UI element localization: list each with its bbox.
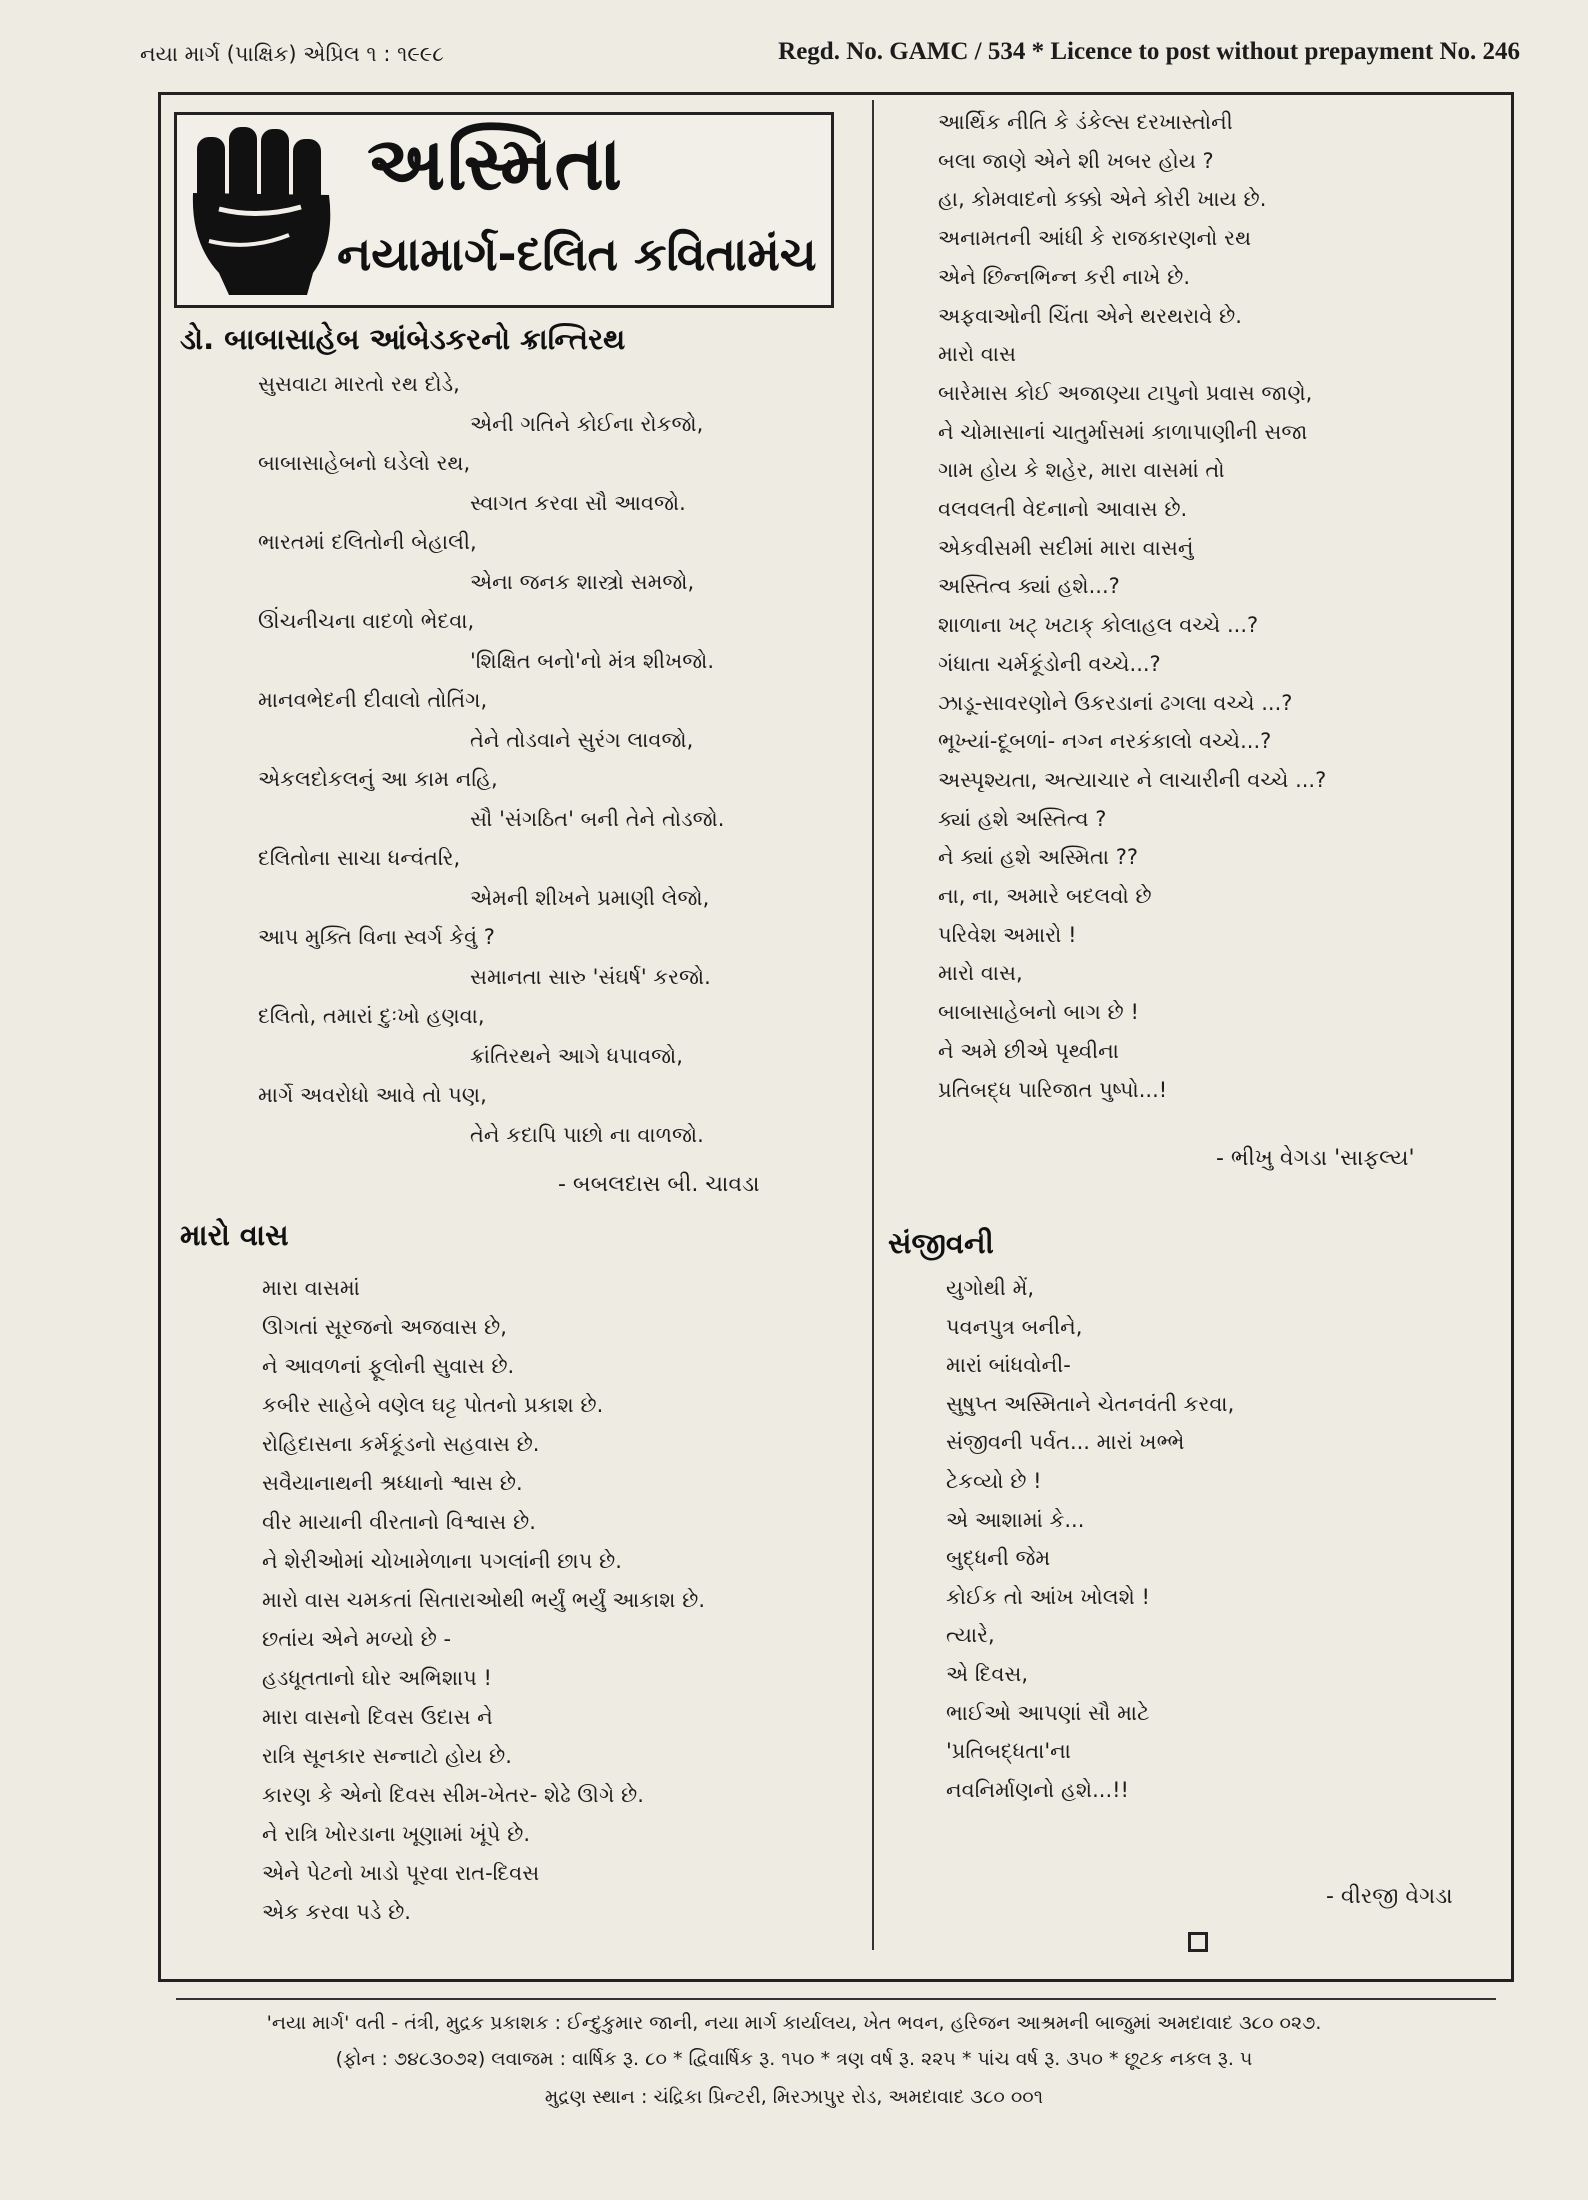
footer-publisher: 'નયા માર્ગ' વતી - તંત્રી, મુદ્રક પ્રકાશક : ઈન્દુકુમાર જાની, નયા માર્ગ કાર્યાલય, ખેત ભવન, હરિજન આશ્રમની બાજુમાં અમદાવાદ ૩૮૦ ૦૨૭. (266, 2012, 1322, 2034)
poem-line: બુદ્ધની જેમ (946, 1546, 1051, 1571)
poem-line: તેને કદાપિ પાછો ના વાળજો. (470, 1122, 704, 1147)
page-header (140, 38, 1520, 78)
poem-line: હા, કોમવાદનો કક્કો એને કોરી ખાય છે. (938, 187, 1267, 212)
poem-line: સુષુપ્ત અસ્મિતાને ચેતનવંતી કરવા, (946, 1391, 1235, 1416)
poem-line: સંજીવની પર્વત... મારાં ખભ્ભે (946, 1430, 1185, 1455)
poem-line: આપ મુક્તિ વિના સ્વર્ગ કેવું ? (258, 925, 495, 949)
logo-banner (174, 112, 834, 308)
poem-line: અસ્પૃશ્યતા, અત્યાચાર ને લાચારીની વચ્ચે ...? (938, 767, 1327, 792)
poem-line: અસ્તિત્વ ક્યાં હશે...? (938, 574, 1120, 599)
poem-line: એને પેટનો ખાડો પૂરવા રાત-દિવસ (262, 1861, 540, 1885)
poem-line: એક કરવા પડે છે. (262, 1900, 411, 1924)
poem-line: પરિવેશ અમારો ! (938, 922, 1077, 947)
poem-line: છતાંય એને મળ્યો છે - (262, 1627, 452, 1651)
column-divider (872, 100, 874, 1950)
poem-line: અનામતની આંધી કે રાજકારણનો રથ (938, 226, 1252, 251)
raised-fist-icon (189, 123, 339, 299)
poem-line: સૌ 'સંગઠિત' બની તેને તોડજો. (470, 806, 725, 831)
poem-line: મારા વાસનો દિવસ ઉદાસ ને (262, 1705, 493, 1729)
logo-subtitle: નયામાર્ગ-દલિત કવિતામંચ (337, 227, 817, 281)
poem-line: હડધૂતતાનો ઘોર અભિશાપ ! (262, 1666, 492, 1690)
poem-line: બાબાસાહેબનો બાગ છે ! (938, 1000, 1139, 1025)
poem-line: એમની શીખને પ્રમાણી લેજો, (470, 885, 710, 910)
poem-line: બારેમાસ કોઈ અજાણ્યા ટાપુનો પ્રવાસ જાણે, (938, 380, 1313, 405)
poem-line: ત્યારે, (946, 1623, 995, 1648)
poem-line: ગંધાતા ચર્મકૂંડોની વચ્ચે...? (938, 651, 1161, 676)
poem-line: ને ક્યાં હશે અસ્મિતા ?? (938, 845, 1139, 870)
poem-line: ક્રાંતિરથને આગે ધપાવજો, (470, 1043, 683, 1068)
poem-line: ટેકવ્યો છે ! (946, 1469, 1042, 1493)
poem-line: ને શેરીઓમાં ચોખામેળાના પગલાંની છાપ છે. (262, 1549, 622, 1573)
poem-line: 'શિક્ષિત બનો'નો મંત્ર શીખજો. (470, 648, 715, 673)
poem-line: આર્થિક નીતિ કે ડંકેલ્સ દરખાસ્તોની (938, 110, 1233, 134)
poem1-author: - બબલદાસ બી. ચાવડા (558, 1172, 760, 1197)
poem-line: ને ચોમાસાનાં ચાતુર્માસમાં કાળાપાણીની સજા (938, 419, 1308, 444)
poem-line: કબીર સાહેબે વણેલ ઘટ્ટ પોતનો પ્રકાશ છે. (262, 1393, 604, 1417)
poem-line: ભાઈઓ આપણાં સૌ માટે (946, 1700, 1150, 1725)
footer-printer: મુદ્રણ સ્થાન : ચંદ્રિકા પ્રિન્ટરી, મિરઝાપુર રોડ, અમદાવાદ ૩૮૦ ૦૦૧ (544, 2086, 1044, 2108)
poem-line: માનવભેદની દીવાલો તોતિંગ, (258, 688, 488, 712)
poem-line: માર્ગે અવરોધો આવે તો પણ, (258, 1083, 487, 1107)
poem-line: એ આશામાં કે... (946, 1507, 1085, 1532)
poem-line: ગામ હોય કે શહેર, મારા વાસમાં તો (938, 458, 1225, 483)
poem-line: એકવીસમી સદીમાં મારા વાસનું (938, 535, 1194, 560)
poem-line: કારણ કે એનો દિવસ સીમ-ખેતર- શેઢે ઊગે છે. (262, 1783, 644, 1807)
poem-line: ને અમે છીએ પૃથ્વીના (938, 1038, 1119, 1063)
poem-line: દલિતો, તમારાં દુઃખો હણવા, (258, 1004, 485, 1028)
poem-line: સુસવાટા મારતો રથ દોડે, (258, 372, 460, 396)
poem-line: મારો વાસ (938, 342, 1016, 367)
poem3-author: - વીરજી વેગડા (1326, 1884, 1453, 1909)
poem-line: સવૈયાનાથની શ્રધ્ધાનો શ્વાસ છે. (262, 1471, 523, 1495)
poem-line: એ દિવસ, (946, 1662, 1029, 1686)
poem-line: એને છિન્નભિન્ન કરી નાખે છે. (938, 264, 1191, 289)
footer-subscription: (ફોન : ૭૪૮૩૦૭૨) લવાજમ : વાર્ષિક રૂ. ૮૦ * દ્વિવાર્ષિક રૂ. ૧૫૦ * ત્રણ વર્ષ રૂ. ૨૨૫ * પાંચ વર્ષ રૂ. ૩૫૦ * છૂટક નકલ રૂ. ૫ (335, 2048, 1253, 2070)
logo-title: અસ્મિતા (367, 121, 624, 207)
poem-line: અફવાઓની ચિંતા એને થરથરાવે છે. (938, 303, 1242, 328)
poem-line: વલવલતી વેદનાનો આવાસ છે. (938, 497, 1188, 521)
poem-line: રોહિદાસના કર્મકૂંડનો સહવાસ છે. (262, 1432, 540, 1456)
poem-line: ક્યાં હશે અસ્તિત્વ ? (938, 806, 1107, 831)
poem-line: મારાં બાંધવોની- (946, 1353, 1071, 1378)
poem-line: ભારતમાં દલિતોની બેહાલી, (258, 530, 477, 554)
poem-line: મારો વાસ ચમકતાં સિતારાઓથી ભર્યું ભર્યું આકાશ છે. (262, 1588, 705, 1612)
poem-line: વીર માયાની વીરતાનો વિશ્વાસ છે. (262, 1510, 536, 1534)
poem-line: સ્વાગત કરવા સૌ આવજો. (470, 490, 686, 515)
poem-line: એકલદોકલનું આ કામ નહિ, (258, 767, 498, 791)
poem-line: તેને તોડવાને સુરંગ લાવજો, (470, 727, 694, 752)
poem-line: એના જનક શાસ્ત્રો સમજો, (470, 569, 695, 594)
poem-line: પ્રતિબદ્ધ પારિજાત પુષ્પો...! (938, 1077, 1168, 1102)
header-issue-date: નયા માર્ગ (પાક્ષિક) એપ્રિલ ૧ : ૧૯૯૮ (140, 42, 444, 66)
poem-line: ને આવળનાં ફૂલોની સુવાસ છે. (262, 1354, 515, 1378)
poem-line: શાળાના ખટ્ ખટાક્ કોલાહલ વચ્ચે ...? (938, 613, 1259, 638)
poem1-title: ડો. બાબાસાહેબ આંબેડકરનો ક્રાન્તિરથ (180, 322, 626, 356)
poem-line: 'પ્રતિબદ્ધતા'ના (946, 1739, 1071, 1764)
poem-line: યુગોથી મેં, (946, 1276, 1035, 1300)
poem-line: ભૂખ્યાં-દૂબળાં- નગ્ન નરકંકાલો વચ્ચે...? (938, 729, 1272, 754)
poem-line: નવનિર્માણનો હશે...!! (946, 1777, 1129, 1802)
footer-rule (176, 1998, 1496, 2000)
end-mark (1188, 1932, 1208, 1952)
poem-line: કોઈક તો આંખ ખોલશે ! (946, 1584, 1150, 1609)
poem-line: ઝાડૂ-સાવરણોને ઉકરડાનાં ઢગલા વચ્ચે ...? (938, 690, 1293, 715)
poem-line: રાત્રિ સૂનકાર સન્નાટો હોય છે. (262, 1744, 512, 1768)
header-registration: Regd. No. GAMC / 534 * Licence to post without prepayment No. 246 (778, 38, 1520, 65)
poem-line: ને રાત્રિ ખોરડાના ખૂણામાં ખૂંપે છે. (262, 1822, 531, 1846)
poem-line: મારા વાસમાં (262, 1276, 360, 1300)
poem-line: સમાનતા સારુ 'સંઘર્ષ' કરજો. (470, 964, 711, 989)
poem-line: ઊગતાં સૂરજનો અજવાસ છે, (262, 1315, 507, 1339)
poem-line: બલા જાણે એને શી ખબર હોય ? (938, 148, 1214, 173)
poem-line: ના, ના, અમારે બદલવો છે (938, 884, 1152, 908)
poem-line: મારો વાસ, (938, 961, 1023, 986)
poem3-title: સંજીવની (888, 1226, 994, 1260)
poem-line: બાબાસાહેબનો ઘડેલો રથ, (258, 451, 471, 475)
poem2-title: મારો વાસ (180, 1218, 289, 1252)
poem-line: ઊંચનીચના વાદળો ભેદવા, (258, 609, 475, 633)
poem-line: એની ગતિને કોઈના રોકજો, (470, 411, 704, 436)
poem-line: દલિતોના સાચા ધન્વંતરિ, (258, 846, 461, 870)
poem-line: પવનપુત્ર બનીને, (946, 1314, 1083, 1339)
poem2-author: - ભીખુ વેગડા 'સાફલ્ય' (1216, 1146, 1415, 1171)
